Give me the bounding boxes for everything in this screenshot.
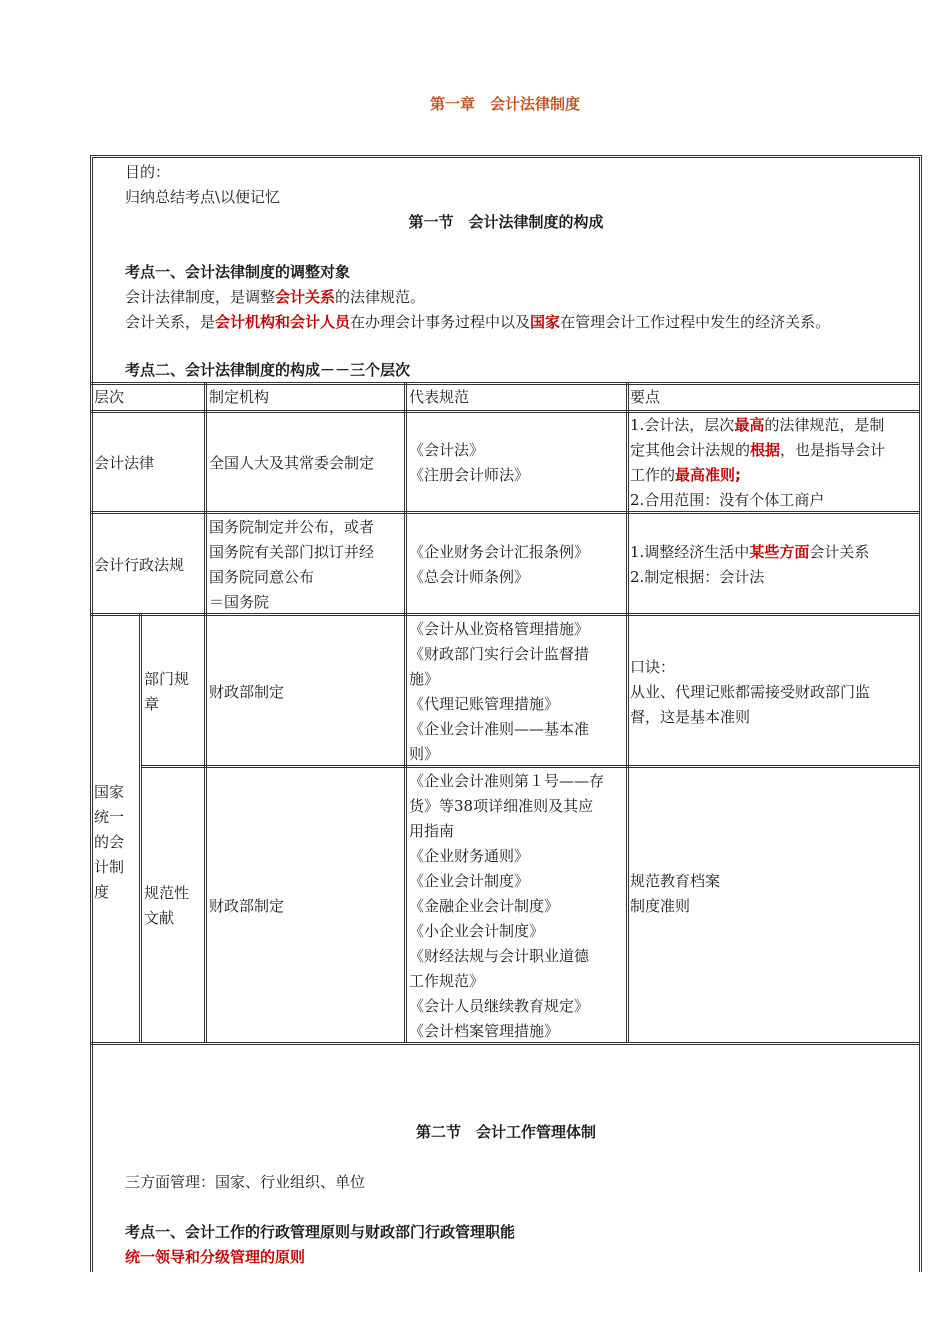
section2-title: 第二节 会计工作管理体制 — [415, 1123, 596, 1141]
row3b-sub: 规范性 文献 — [144, 884, 190, 927]
row3a-points: 口诀： 从业、代理记账都需接受财政部门监 督，这是基本准则 — [630, 658, 871, 726]
header-points: 要点 — [630, 388, 661, 406]
point2-heading: 考点二、会计法律制度的构成－－三个层次 — [125, 361, 411, 379]
row3a-sub: 部门规 章 — [144, 670, 190, 713]
row3a-body: 财政部制定 — [209, 683, 285, 701]
section2-line1: 三方面管理：国家、行业组织、单位 — [125, 1173, 366, 1191]
point1-heading: 考点一、会计法律制度的调整对象 — [125, 263, 351, 281]
table-col-border-3 — [626, 382, 629, 1042]
row3b-norms: 《企业会计准则第１号——存 货》等38项详细准则及其应 用指南 《企业财务通则》 《企业会计制度》 《金融企业会计制度》 《小企业会计制度》 《财经法规与会计职业道德 工作规范》 《会计人员继续教育规定》 《会计档案管理措施》 — [409, 772, 605, 1040]
header-level: 层次 — [94, 388, 125, 406]
row3b-body: 财政部制定 — [209, 897, 285, 915]
row2-body: 国务院制定并公布，或者 国务院有关部门拟订并经 国务院同意公布 ＝国务院 — [209, 518, 375, 611]
row3b-points: 规范教育档案 制度准则 — [630, 872, 721, 915]
point1-line2: 会计关系，是会计机构和会计人员在办理会计事务过程中以及国家在管理会计工作过程中发生的经济关系。 — [125, 313, 831, 331]
table-col-border-1 — [204, 382, 207, 1042]
table-col-border-2 — [404, 382, 407, 1042]
section2-principle: 统一领导和分级管理的原则 — [125, 1248, 306, 1266]
row2-norms: 《企业财务会计汇报条例》 《总会计师条例》 — [409, 543, 590, 586]
chapter-title: 第一章 会计法律制度 — [429, 95, 580, 113]
row2-level: 会计行政法规 — [94, 556, 185, 574]
point1-line1: 会计法律制度，是调整会计关系的法律规范。 — [125, 288, 426, 306]
purpose-label: 目的： — [125, 163, 171, 181]
header-body: 制定机构 — [209, 388, 270, 406]
section1-title: 第一节 会计法律制度的构成 — [408, 213, 604, 231]
row2-points: 1.调整经济生活中某些方面会计关系 2.制定根据：会计法 — [630, 543, 870, 586]
row1-level: 会计法律 — [94, 454, 155, 472]
row1-norms: 《会计法》 《注册会计师法》 — [409, 441, 530, 484]
row1-points: 1.会计法，层次最高的法律规范，是制 定其他会计法规的根据，也是指导会计 工作的最高准则; 2.合用范围：没有个体工商户 — [630, 416, 886, 509]
header-norms: 代表规范 — [409, 388, 470, 406]
row1-body: 全国人大及其常委会制定 — [209, 454, 375, 472]
row3-group-label: 国家 统一 的会 计制 度 — [94, 783, 125, 901]
row3a-norms: 《会计从业资格管理措施》 《财政部门实行会计监督措 施》 《代理记账管理措施》 《企业会计准则——基本准 则》 — [409, 620, 590, 763]
table-subcol-border — [139, 613, 142, 1042]
section2-point1-heading: 考点一、会计工作的行政管理原则与财政部门行政管理职能 — [125, 1223, 516, 1241]
purpose-text: 归纳总结考点\以便记忆 — [125, 188, 281, 206]
